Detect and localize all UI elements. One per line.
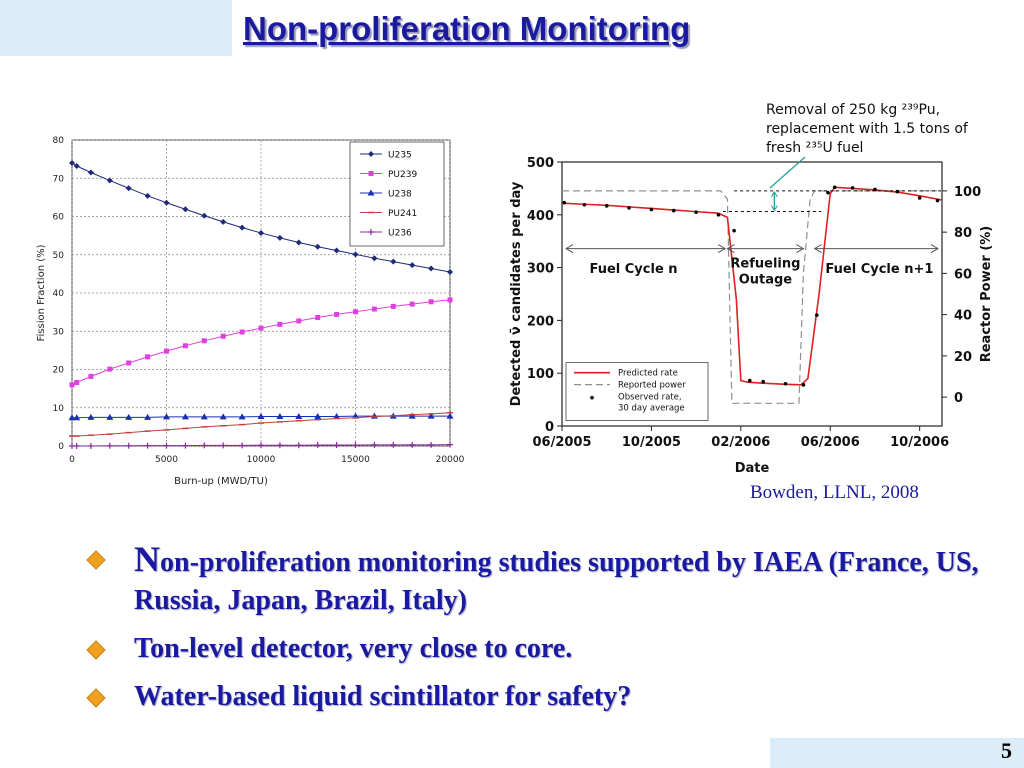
y-tick-label: 100 bbox=[526, 367, 554, 383]
y2-tick-label: 20 bbox=[954, 349, 973, 365]
data-point bbox=[240, 330, 245, 335]
legend-label: Predicted rate bbox=[618, 368, 678, 379]
legend-label: U235 bbox=[388, 150, 412, 161]
data-point bbox=[70, 382, 75, 387]
data-point bbox=[391, 304, 396, 309]
x-tick-label: 06/2006 bbox=[800, 435, 860, 450]
data-point bbox=[145, 354, 150, 359]
bullet-list bbox=[86, 540, 1006, 726]
bullet-text: on-proliferation monitoring studies supported by IAEA (France, US, Russia, Japan, Brazil, Italy) bbox=[134, 547, 979, 616]
diamond-bullet-icon bbox=[86, 688, 106, 708]
data-point bbox=[372, 307, 377, 312]
x-tick-label: 15000 bbox=[341, 455, 370, 465]
y-tick-label: 200 bbox=[526, 314, 554, 330]
annotation-line: replacement with 1.5 tons of bbox=[766, 121, 968, 137]
data-point bbox=[605, 204, 609, 208]
x-tick-label: 0 bbox=[69, 455, 75, 465]
x-tick-label: 10000 bbox=[246, 455, 276, 465]
data-point bbox=[583, 203, 587, 207]
data-point bbox=[826, 191, 830, 195]
x-tick-label: 06/2005 bbox=[532, 435, 592, 450]
data-point bbox=[74, 380, 79, 385]
figure-credit: Bowden, LLNL, 2008 bbox=[750, 482, 919, 503]
x-tick-label: 02/2006 bbox=[711, 435, 771, 450]
data-point bbox=[895, 190, 899, 194]
legend-label: PU241 bbox=[388, 209, 418, 219]
refueling-label: Outage bbox=[738, 272, 793, 288]
y2-axis-label: Reactor Power (%) bbox=[979, 225, 994, 363]
data-point bbox=[126, 360, 131, 365]
x-tick-label: 5000 bbox=[155, 455, 178, 465]
y2-tick-label: 0 bbox=[954, 391, 964, 407]
data-point bbox=[334, 312, 339, 317]
data-point bbox=[851, 186, 855, 190]
annotation-line: fresh ²³⁵U fuel bbox=[766, 140, 864, 156]
data-point bbox=[936, 199, 940, 203]
legend-label: PU239 bbox=[388, 170, 418, 180]
cycle-n-label: Fuel Cycle n bbox=[589, 261, 678, 277]
data-point bbox=[164, 349, 169, 354]
y-tick-label: 60 bbox=[52, 212, 64, 223]
slide-title: Non-proliferation Monitoring bbox=[243, 10, 691, 47]
y-tick-label: 20 bbox=[52, 365, 64, 376]
y-tick-label: 40 bbox=[52, 289, 64, 299]
bullet-item bbox=[86, 678, 1006, 716]
diamond-bullet-icon bbox=[86, 640, 106, 660]
data-point bbox=[562, 201, 566, 205]
refueling-label: Refueling bbox=[730, 256, 801, 272]
legend bbox=[566, 363, 708, 421]
data-point bbox=[353, 309, 358, 314]
bullet-text: Ton-level detector, very close to core. bbox=[134, 633, 573, 664]
legend bbox=[350, 142, 444, 246]
page-number-box bbox=[770, 738, 1024, 768]
legend-label: U236 bbox=[388, 228, 412, 239]
y2-tick-label: 60 bbox=[954, 267, 973, 283]
legend-marker bbox=[369, 171, 374, 176]
y-tick-label: 30 bbox=[52, 327, 64, 338]
data-point bbox=[259, 326, 264, 331]
y-tick-label: 0 bbox=[58, 442, 64, 452]
data-point bbox=[732, 229, 736, 233]
y-axis-label: Detected ν̄ candidates per day bbox=[509, 181, 524, 407]
data-point bbox=[448, 297, 453, 302]
data-point bbox=[833, 186, 837, 190]
data-point bbox=[202, 338, 207, 343]
diamond-bullet-icon bbox=[86, 550, 106, 570]
data-point bbox=[717, 213, 721, 217]
legend-label: 30 day average bbox=[618, 403, 685, 414]
y-tick-label: 10 bbox=[52, 403, 64, 414]
data-point bbox=[672, 209, 676, 213]
y2-tick-label: 80 bbox=[954, 226, 973, 242]
data-point bbox=[918, 196, 922, 200]
y-tick-label: 500 bbox=[526, 156, 554, 171]
data-point bbox=[627, 206, 631, 210]
x-tick-label: 10/2006 bbox=[890, 435, 950, 450]
page-number: 5 bbox=[1001, 738, 1012, 763]
annotation-line: Removal of 250 kg ²³⁹Pu, bbox=[766, 102, 941, 118]
x-axis-label: Burn-up (MWD/TU) bbox=[174, 476, 268, 487]
data-point bbox=[88, 374, 93, 379]
data-point bbox=[296, 318, 301, 323]
y-tick-label: 0 bbox=[544, 420, 554, 435]
cycle-n1-label: Fuel Cycle n+1 bbox=[825, 261, 934, 277]
data-point bbox=[784, 382, 788, 386]
data-point bbox=[429, 299, 434, 304]
y-tick-label: 70 bbox=[52, 174, 64, 185]
y-tick-label: 300 bbox=[526, 261, 554, 277]
x-axis-label: Date bbox=[734, 461, 770, 476]
data-point bbox=[107, 367, 112, 372]
data-point bbox=[761, 380, 765, 384]
data-point bbox=[221, 334, 226, 339]
legend-label: U238 bbox=[388, 189, 412, 200]
legend-label: Observed rate, bbox=[618, 392, 682, 403]
data-point bbox=[802, 383, 806, 387]
y-axis-label: Fission Fraction (%) bbox=[36, 244, 47, 342]
data-point bbox=[815, 313, 819, 317]
data-point bbox=[315, 315, 320, 320]
antineutrino-rate-chart bbox=[500, 92, 1000, 482]
title-accent-box bbox=[0, 0, 232, 56]
bullet-initial: N bbox=[134, 539, 160, 579]
data-point bbox=[650, 208, 654, 212]
bullet-text: Water-based liquid scintillator for safety? bbox=[134, 681, 632, 712]
data-point bbox=[410, 302, 415, 307]
legend-label: Reported power bbox=[618, 380, 686, 391]
legend-marker bbox=[590, 396, 594, 400]
y-tick-label: 50 bbox=[52, 250, 64, 261]
data-point bbox=[748, 379, 752, 383]
bullet-item bbox=[86, 630, 1006, 668]
y-tick-label: 80 bbox=[52, 136, 64, 146]
bullet-item bbox=[86, 540, 1006, 620]
data-point bbox=[277, 322, 282, 327]
fission-fraction-chart bbox=[30, 128, 465, 493]
data-point bbox=[183, 343, 188, 348]
x-tick-label: 10/2005 bbox=[621, 435, 681, 450]
y2-tick-label: 40 bbox=[954, 308, 973, 324]
y2-tick-label: 100 bbox=[954, 184, 982, 200]
data-point bbox=[694, 210, 698, 214]
y-tick-label: 400 bbox=[526, 208, 554, 224]
x-tick-label: 20000 bbox=[435, 455, 465, 465]
